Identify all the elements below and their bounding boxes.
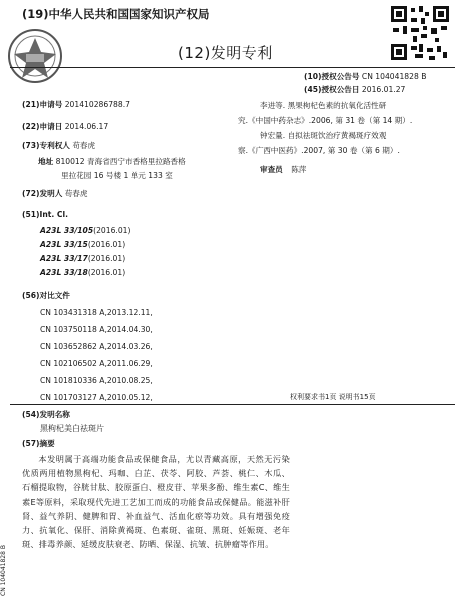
- intcl-label-text: (51)Int. Cl.: [22, 210, 68, 219]
- intcl-date: (2016.01): [87, 268, 126, 277]
- abstract-label: [22, 439, 55, 449]
- patentee: [22, 141, 95, 151]
- application-number-label: (21)申请号: [22, 100, 63, 109]
- sipo-emblem-icon: [6, 26, 64, 86]
- reference-item: CN 103652862 A,2014.03.26,: [40, 342, 153, 351]
- patentee-label: (73)专利权人: [22, 141, 70, 150]
- inventor-label: (72)发明人: [22, 189, 63, 198]
- application-number-value: 201410286788.7: [64, 100, 130, 109]
- pub-date-line: [304, 84, 405, 95]
- pub-number-label: (10)授权公告号: [304, 72, 360, 81]
- reference-item: CN 101703127 A,2010.05.12,: [40, 393, 153, 402]
- citation-line: 钟宏量. 自拟祛斑饮治疗黄褐斑疗效观: [260, 131, 387, 140]
- reference-item: CN 102106502 A,2011.06.29,: [40, 359, 153, 368]
- intcl-label: [22, 210, 68, 220]
- document-type-title: (12)发明专利: [178, 44, 273, 62]
- filing-date: [22, 122, 108, 132]
- filing-date-label: (22)申请日: [22, 122, 63, 131]
- filing-date-value: 2014.06.17: [64, 122, 109, 131]
- address: [38, 157, 186, 167]
- page-count: 权利要求书1页 说明书15页: [290, 393, 376, 401]
- title-label-text: (54)发明名称: [22, 410, 70, 419]
- section-rule: [10, 404, 455, 405]
- intcl-code: A23L 33/15: [40, 240, 88, 249]
- abstract-label-text: (57)摘要: [22, 439, 55, 448]
- intcl-code: A23L 33/18: [40, 268, 88, 277]
- office-heading: (19)中华人民共和国国家知识产权局: [22, 7, 210, 21]
- header-rule: [10, 67, 455, 68]
- intcl-date: (2016.01): [93, 226, 131, 235]
- intcl-entry: [40, 268, 125, 278]
- inventor-value: 苟春虎: [64, 189, 88, 198]
- application-number: [22, 100, 130, 110]
- examiner-label: 审查员: [260, 165, 283, 174]
- intcl-entry: [40, 226, 130, 236]
- citation-line: 究.《中国中药杂志》.2006, 第 31 卷（第 14 期）.: [238, 116, 413, 125]
- reference-item: CN 103750118 A,2014.04.30,: [40, 325, 153, 334]
- intcl-code: A23L 33/105: [40, 226, 94, 235]
- intcl-date: (2016.01): [87, 254, 126, 263]
- invention-title: 黑枸杞美白祛斑片: [40, 424, 104, 433]
- intcl-entry: [40, 254, 125, 264]
- examiner-value: 陈萍: [291, 165, 307, 174]
- title-label: [22, 410, 70, 420]
- qr-code-icon: [389, 4, 451, 62]
- references-label-text: (56)对比文件: [22, 291, 70, 300]
- pub-date-label: (45)授权公告日: [304, 85, 360, 94]
- address-line-2: 里拉花园 16 号楼 1 单元 133 室: [61, 171, 173, 180]
- pub-number-line: [304, 71, 426, 82]
- intcl-date: (2016.01): [87, 240, 126, 249]
- pub-date-value: 2016.01.27: [361, 85, 406, 94]
- abstract-body: [22, 452, 290, 551]
- address-line-1: 810012 青海省西宁市香格里拉路香格: [55, 157, 186, 166]
- reference-item: CN 101810336 A,2010.08.25,: [40, 376, 153, 385]
- abstract-text: 本发明属于高端功能食品或保健食品，尤以青藏高原，天然无污染优质两用植物黑枸杞、玛咖、白芷、茯苓、阿胶、芦荟、桃仁、木瓜、石榴提取物，谷胱甘肽、胶原蛋白、橙皮苷、苹果多酚、维生素C、维生素E等原料，采取现代先进工艺加工而成的功能食品或保健品。能滋补肝肾、益气养阴、健脾和胃、补血益气、活血化瘀等功效。具有增强免疫力、抗氧化、保肝、消除黄褐斑、色素斑、雀斑、黑斑、妊娠斑、老年斑、排毒养颜、延缓皮肤衰老、防晒、保湿、抗皱、抗肿瘤等作用。: [22, 454, 290, 550]
- patentee-value: 苟春虎: [72, 141, 96, 150]
- citation-line: 李进等. 黑果枸杞色素的抗氧化活性研: [260, 101, 387, 110]
- citation-line: 察.《广西中医药》.2007, 第 30 卷（第 6 期）.: [238, 146, 400, 155]
- inventor: [22, 189, 88, 199]
- pub-number-value: CN 104041828 B: [361, 72, 427, 81]
- intcl-entry: [40, 240, 125, 250]
- intcl-code: A23L 33/17: [40, 254, 88, 263]
- reference-item: CN 103431318 A,2013.12.11,: [40, 308, 153, 317]
- side-document-code: CN 104041828 B: [0, 545, 7, 596]
- examiner: [260, 165, 306, 175]
- references-label: [22, 291, 70, 301]
- address-label: 地址: [38, 157, 54, 166]
